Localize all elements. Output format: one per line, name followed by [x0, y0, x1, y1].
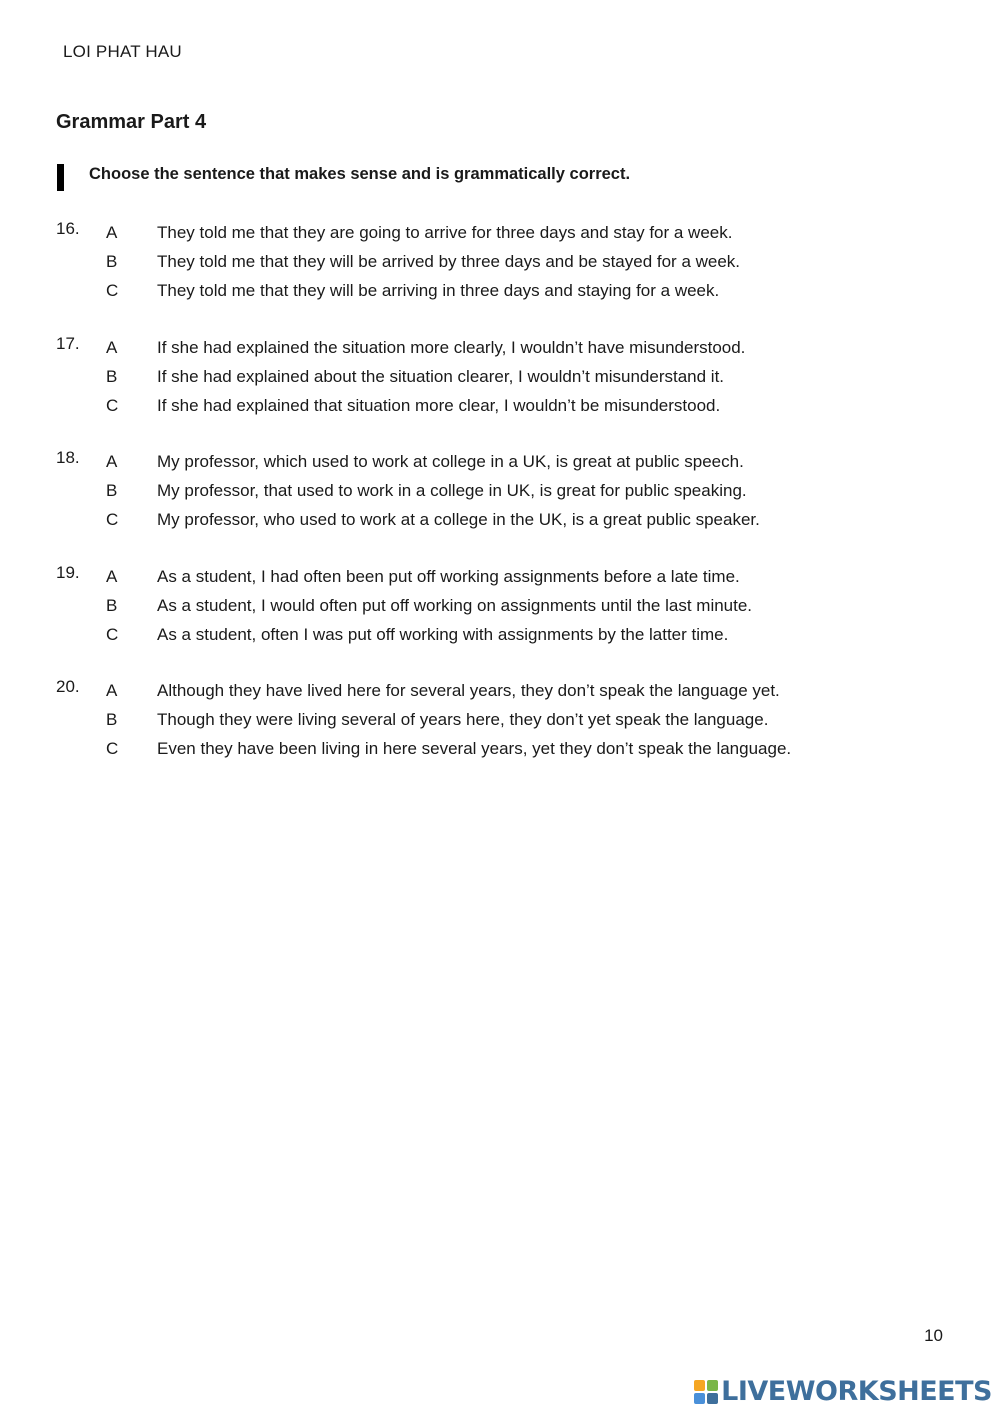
- watermark-text: LIVEWORKSHEETS: [721, 1376, 992, 1407]
- question-number: 19.: [56, 562, 80, 582]
- option-text: As a student, often I was put off working with assignments by the latter time.: [157, 624, 729, 644]
- question-list: [0, 219, 1000, 792]
- option-16-c[interactable]: [0, 277, 1000, 306]
- option-letter: C: [106, 510, 119, 529]
- option-letter: C: [106, 281, 119, 300]
- option-text: My professor, that used to work in a college in UK, is great for public speaking.: [157, 481, 747, 500]
- option-letter: B: [106, 366, 118, 386]
- header-name: LOI PHAT HAU: [63, 42, 182, 61]
- question-number: 18.: [56, 448, 80, 467]
- option-text: If she had explained that situation more clear, I wouldn’t be misunderstood.: [157, 395, 721, 415]
- option-text: If she had explained about the situation clearer, I wouldn’t misunderstand it.: [157, 366, 725, 386]
- option-letter: C: [106, 624, 119, 644]
- option-16-a[interactable]: [0, 219, 1000, 248]
- option-text: My professor, which used to work at college in a UK, is great at public speech.: [157, 452, 744, 471]
- option-text: My professor, who used to work at a college in the UK, is a great public speaker.: [157, 510, 760, 529]
- option-19-a[interactable]: [0, 563, 1000, 592]
- option-text: They told me that they will be arrived by three days and be stayed for a week.: [157, 252, 741, 271]
- option-19-b[interactable]: [0, 592, 1000, 621]
- question-18: [0, 448, 1000, 535]
- option-letter: C: [106, 395, 119, 415]
- option-16-b[interactable]: [0, 248, 1000, 277]
- option-text: As a student, I had often been put off working assignments before a late time.: [157, 566, 740, 586]
- option-letter: A: [106, 681, 118, 700]
- instruction-marker: [57, 164, 64, 191]
- question-16: [0, 219, 1000, 306]
- question-17: [0, 334, 1000, 421]
- option-20-a[interactable]: [0, 677, 1000, 706]
- question-20: [0, 677, 1000, 764]
- option-letter: B: [106, 252, 118, 271]
- question-number: 17.: [56, 333, 80, 353]
- question-19: [0, 563, 1000, 650]
- option-17-a[interactable]: [0, 334, 1000, 363]
- page-number: 10: [924, 1326, 943, 1345]
- logo-cell: [707, 1380, 718, 1391]
- option-text: Although they have lived here for several years, they don’t speak the language yet.: [157, 681, 780, 700]
- option-letter: B: [106, 710, 118, 729]
- option-18-b[interactable]: [0, 477, 1000, 506]
- option-text: Though they were living several of years here, they don’t yet speak the language.: [157, 710, 769, 729]
- logo-cell: [694, 1393, 705, 1404]
- option-letter: A: [106, 223, 118, 242]
- logo-cell: [694, 1380, 705, 1391]
- question-number: 16.: [56, 219, 80, 238]
- option-text: They told me that they will be arriving in three days and staying for a week.: [157, 281, 720, 300]
- question-number: 20.: [56, 677, 80, 696]
- option-text: They told me that they are going to arrive for three days and stay for a week.: [157, 223, 733, 242]
- option-letter: A: [106, 337, 118, 357]
- instruction-text: Choose the sentence that makes sense and is grammatically correct.: [89, 165, 631, 183]
- option-18-c[interactable]: [0, 506, 1000, 535]
- option-letter: B: [106, 595, 118, 615]
- section-title: Grammar Part 4: [56, 111, 207, 133]
- logo-cell: [707, 1393, 718, 1404]
- option-letter: B: [106, 481, 118, 500]
- option-19-c[interactable]: [0, 621, 1000, 650]
- liveworksheets-watermark[interactable]: [694, 1376, 992, 1407]
- option-letter: A: [106, 566, 118, 586]
- option-17-b[interactable]: [0, 363, 1000, 392]
- option-text: If she had explained the situation more clearly, I wouldn’t have misunderstood.: [157, 337, 746, 357]
- option-18-a[interactable]: [0, 448, 1000, 477]
- option-letter: C: [106, 739, 119, 758]
- option-letter: A: [106, 452, 118, 471]
- option-text: As a student, I would often put off working on assignments until the last minute.: [157, 595, 753, 615]
- option-17-c[interactable]: [0, 392, 1000, 421]
- liveworksheets-logo-icon: [694, 1380, 718, 1404]
- option-20-c[interactable]: [0, 735, 1000, 764]
- option-text: Even they have been living in here several years, yet they don’t speak the language.: [157, 739, 792, 758]
- option-20-b[interactable]: [0, 706, 1000, 735]
